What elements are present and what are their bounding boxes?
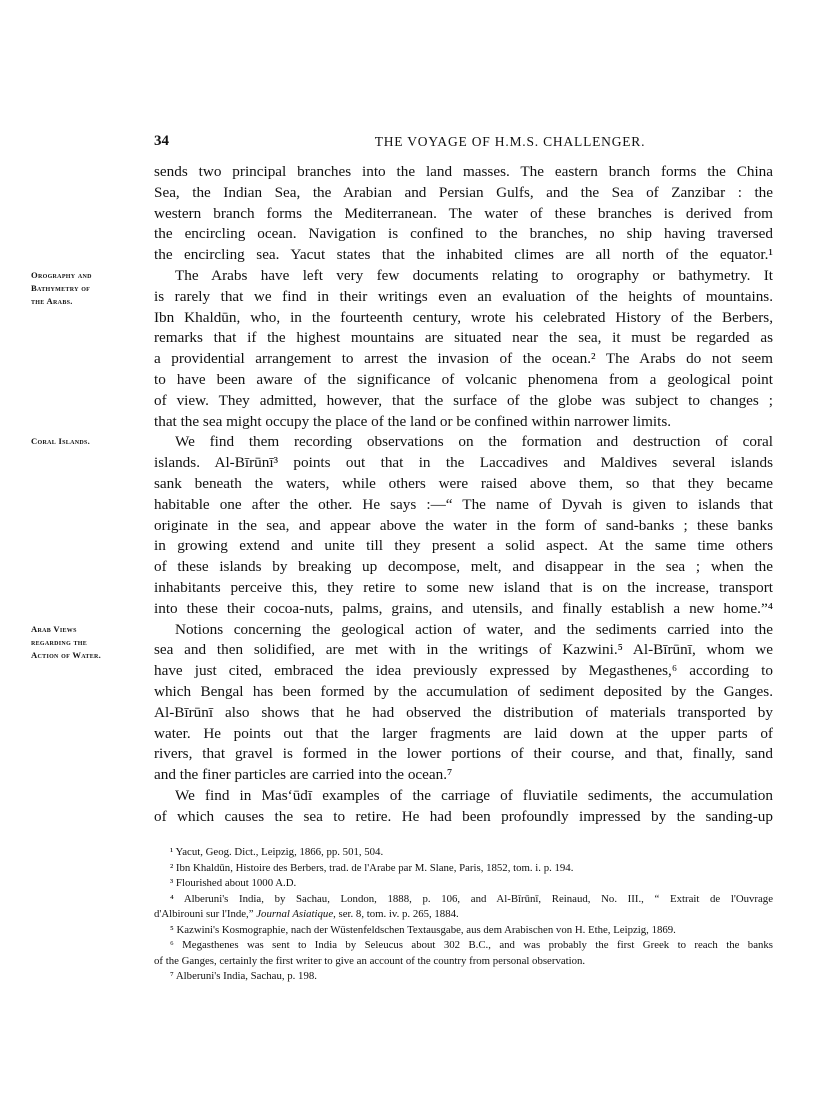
footnotes [154, 845, 773, 985]
running-title: THE VOYAGE OF H.M.S. CHALLENGER. [374, 134, 646, 149]
text-line: rivers, that gravel is formed in the lower portions of their course, and that, finally, sand [154, 745, 773, 763]
margin-note [31, 269, 92, 308]
text-line: Ibn Khaldūn, who, in the fourteenth century, wrote his celebrated History of the Berbers, [154, 308, 773, 326]
footnote-line [154, 876, 773, 892]
text-line: The Arabs have left very few documents relating to orography or bathymetry. It [175, 266, 773, 284]
margin-note [31, 435, 90, 448]
margin-note-line: Action of Water. [31, 649, 102, 660]
text-line: a providential arrangement to arrest the invasion of the ocean.² The Arabs do not seem [154, 350, 773, 368]
text-line: water. He points out that the larger fragments are laid down at the upper parts of [154, 724, 773, 742]
footnote-text: , ser. 8, tom. iv. p. 265, 1884. [333, 908, 459, 920]
text-line: into these their cocoa-nuts, palms, grains, and utensils, and finally establish a new home.”⁴ [154, 599, 773, 617]
footnote-text: ⁴ Alberuni's India, by Sachau, London, 1888, p. 106, and Al-Bīrūnī, Reinaud, No. III., “ Extrait de l'Ouvrage [170, 892, 773, 905]
text-line: in growing extend and unite till they present a solid aspect. At the same time others [154, 537, 773, 555]
text-line: inhabitants perceive this, they retire to some new island that is on the increase, transport [154, 578, 773, 596]
text-line: is rarely that we find in their writings even an evaluation of the heights of mountains. [154, 287, 773, 305]
text-line: sea and then solidified, are met with in the writings of Kazwini.⁵ Al-Bīrūnī, whom we [154, 641, 773, 659]
text-line: of view. They admitted, however, that the surface of the globe was subject to changes ; [154, 391, 773, 409]
text-line: Al-Bīrūnī also shows that he had observed the distribution of materials transported by [154, 703, 773, 721]
footnote-text: ⁶ Megasthenes was sent to India by Seleucus about 302 B.C., and was probably the first Greek to reach the banks [170, 939, 773, 951]
page-number: 34 [154, 133, 169, 149]
footnote-line [154, 969, 773, 985]
text-line: the encircling sea. Yacut states that the inhabited climes are all north of the equator.¹ [154, 246, 773, 264]
footnote-text: d'Albirouni sur l'Inde,” [154, 908, 257, 920]
margin-note-line: Arab Views [31, 623, 77, 634]
text-line: islands. Al-Bīrūnī³ points out that in the Laccadives and Maldives several islands [154, 454, 773, 472]
footnote-text: of the Ganges, certainly the first writer to give an account of the country from personal observation. [154, 954, 586, 967]
text-line: of which causes the sea to retire. He had been profoundly impressed by the sanding-up [154, 807, 773, 825]
text-line: Sea, the Indian Sea, the Arabian and Persian Gulfs, and the Sea of Zanzibar : the [154, 183, 773, 201]
footnote-line [154, 907, 773, 923]
footnote-line [154, 892, 773, 908]
text-line: have just cited, embraced the idea previously expressed by Megasthenes,⁶ according to [154, 662, 773, 680]
margin-note-line: regarding the [31, 636, 88, 647]
text-line: the encircling ocean. Navigation is confined to the branches, no ship having traversed [154, 225, 773, 243]
footnote-line [154, 954, 773, 970]
text-line: and the finer particles are carried into the ocean.⁷ [154, 766, 453, 784]
footnote-text: ⁷ Alberuni's India, Sachau, p. 198. [170, 970, 317, 982]
text-line: originate in the sea, and appear above the water in the form of sand-banks ; these banks [154, 516, 773, 534]
text-line: which Bengal has been formed by the accumulation of sediment deposited by the Ganges. [154, 682, 773, 700]
footnote-text: ² Ibn Khaldūn, Histoire des Berbers, trad. de l'Arabe par M. Slane, Paris, 1852, tom. i. p. 194. [170, 861, 574, 874]
text-line: western branch forms the Mediterranean. The water of these branches is derived from [154, 204, 773, 222]
margin-note [31, 623, 101, 662]
text-line: that the sea might occupy the place of the land or be confined within narrower limits. [154, 412, 672, 430]
text-line: sends two principal branches into the land masses. The eastern branch forms the China [154, 163, 773, 180]
footnote-text: ³ Flourished about 1000 A.D. [170, 877, 297, 889]
footnote-text: ⁵ Kazwini's Kosmographie, nach der Wüstenfeldschen Textausgabe, aus dem Arabischen von H. Ethe, Leipzig, 1869. [170, 923, 676, 936]
text-line: habitable one after the other. He says :—“ The name of Dyvah is given to islands that [154, 495, 773, 513]
text-line: to have been aware of the significance of volcanic phenomena from a geological point [154, 370, 773, 388]
footnote-line [154, 938, 773, 954]
footnote-line [154, 923, 773, 939]
text-line: remarks that if the highest mountains are situated near the sea, it must be regarded as [154, 329, 773, 347]
footnote-line [154, 861, 773, 877]
footnote-line [154, 845, 773, 861]
margin-note-line: Coral Islands. [31, 436, 91, 447]
margin-note-line: Bathymetry of [31, 283, 91, 293]
footnote-text: ¹ Yacut, Geog. Dict., Leipzig, 1866, pp. 501, 504. [170, 846, 384, 858]
text-line: Notions concerning the geological action of water, and the sediments carried into the [175, 620, 773, 638]
journal-title: Journal Asiatique [256, 908, 334, 920]
text-line: sank beneath the waters, while others were raised above them, so that they became [154, 474, 773, 492]
margin-note-line: the Arabs. [31, 296, 73, 306]
text-line: We find them recording observations on the formation and destruction of coral [175, 433, 773, 451]
body-text [154, 162, 773, 828]
margin-note-line: Orography and [31, 270, 92, 280]
text-line: of these islands by breaking up decompose, melt, and disappear in the sea ; when the [154, 558, 773, 576]
text-line: We find in Mas‘ūdī examples of the carriage of fluviatile sediments, the accumulation [175, 786, 773, 804]
